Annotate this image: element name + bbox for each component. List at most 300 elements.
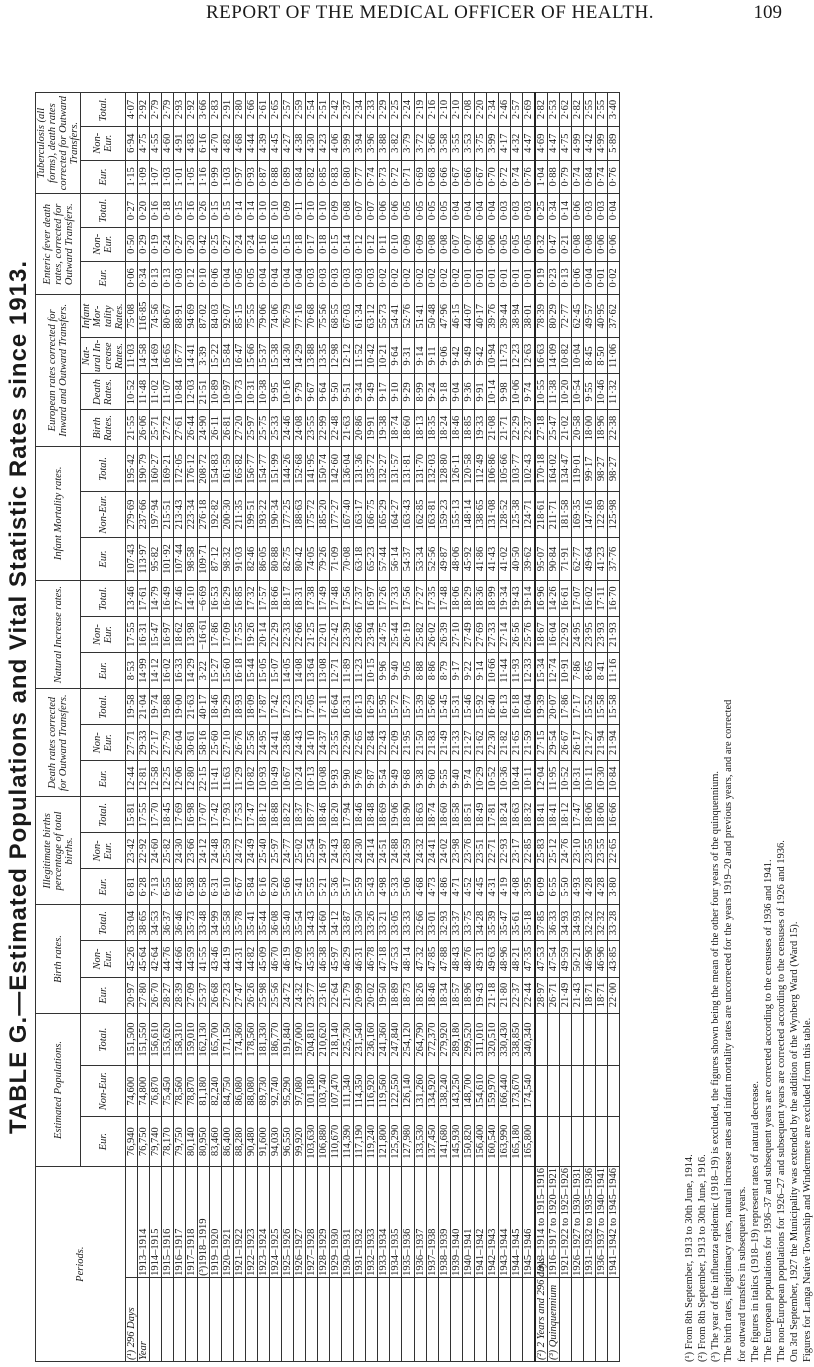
pop-cell: 191,840 xyxy=(282,1013,294,1066)
death-cell: 21·27 xyxy=(462,725,474,761)
pop-cell: 86,080 xyxy=(234,1066,246,1116)
euro-cell: 10·06 xyxy=(510,374,522,410)
pop-cell: 127,980 xyxy=(402,1116,414,1166)
nat-cell: 8·86 xyxy=(426,653,438,689)
inf-cell: 190·79 xyxy=(138,446,150,492)
birth-cell: 20·99 xyxy=(354,977,366,1013)
euro-cell: 16·65 xyxy=(162,338,174,374)
table-row xyxy=(450,93,462,1362)
birth-cell: 18·26 xyxy=(414,977,426,1013)
inf-cell: 175·72 xyxy=(306,492,318,538)
period-label xyxy=(390,1277,402,1361)
nat-cell: 14·99 xyxy=(138,653,150,689)
nat-cell: 26·56 xyxy=(510,617,522,653)
nat-cell: 17·07 xyxy=(571,581,583,617)
nat-cell: 22·66 xyxy=(294,617,306,653)
illeg-cell: 24·97 xyxy=(318,833,330,869)
pop-cell xyxy=(607,1066,619,1116)
euro-cell: 9·36 xyxy=(462,374,474,410)
table-row xyxy=(246,93,258,1362)
euro-cell: 24·08 xyxy=(294,410,306,446)
pop-cell xyxy=(535,1066,548,1116)
euro-cell: 9·95 xyxy=(270,374,282,410)
inf-cell: 169·21 xyxy=(162,446,174,492)
enteric-cell: 0·04 xyxy=(258,261,270,295)
death-cell: 15·92 xyxy=(474,689,486,725)
enteric-cell: 0·09 xyxy=(330,194,342,228)
illeg-cell: 18·60 xyxy=(438,797,450,833)
inf-cell: 164·27 xyxy=(390,492,402,538)
nat-cell: 15·05 xyxy=(258,653,270,689)
period-years: 1913–1914 xyxy=(138,1167,150,1278)
table-row xyxy=(535,93,548,1362)
illeg-cell: 18·69 xyxy=(378,797,390,833)
illeg-cell: 16·66 xyxy=(607,797,619,833)
period-label xyxy=(306,1277,318,1361)
nat-cell: 17·57 xyxy=(258,581,270,617)
enteric-cell: 0·05 xyxy=(414,194,426,228)
nat-cell: 19·14 xyxy=(522,581,535,617)
euro-cell: 21·55 xyxy=(126,410,138,446)
euro-cell: 52·76 xyxy=(402,295,414,338)
birth-cell: 18·57 xyxy=(450,977,462,1013)
birth-cell: 18·73 xyxy=(402,977,414,1013)
euro-cell: 47·96 xyxy=(438,295,450,338)
illeg-cell: 22·71 xyxy=(486,833,498,869)
illeg-cell: 24·60 xyxy=(150,833,162,869)
illeg-cell: 18·32 xyxy=(522,797,535,833)
inf-cell: 156·77 xyxy=(246,446,258,492)
nat-cell: 27·10 xyxy=(450,617,462,653)
enteric-cell: 0·50 xyxy=(126,227,138,261)
tuberculosis-total-header: Total. xyxy=(81,93,126,127)
birth-cell: 34·99 xyxy=(210,905,222,941)
pop-cell: 116,920 xyxy=(366,1066,378,1116)
period-years: 1919–1920 xyxy=(210,1167,222,1278)
nat-cell: 18·29 xyxy=(462,581,474,617)
euro-cell: 87·02 xyxy=(198,295,210,338)
death-cell: 16·31 xyxy=(342,689,354,725)
inf-cell: 161·59 xyxy=(222,446,234,492)
nat-cell: 18·66 xyxy=(270,581,282,617)
euro-cell: 11·52 xyxy=(354,338,366,374)
death-cell: 27·15 xyxy=(535,725,548,761)
nat-cell: 22·01 xyxy=(318,617,330,653)
illeg-cell: 17·53 xyxy=(234,797,246,833)
period-years: 1917–1918 xyxy=(186,1167,198,1278)
death-cell: 11·95 xyxy=(547,761,559,797)
euro-cell: 9·67 xyxy=(306,374,318,410)
euro-cell: 40·17 xyxy=(474,295,486,338)
inf-cell: 166·75 xyxy=(366,492,378,538)
nat-cell: 17·11 xyxy=(595,581,607,617)
death-cell: 15·95 xyxy=(378,689,390,725)
tb-cell: 1·07 xyxy=(150,160,162,194)
tb-cell: 1·04 xyxy=(535,160,548,194)
birth-cell: 47·85 xyxy=(426,941,438,977)
period-years: 1943–1944 xyxy=(498,1167,510,1278)
illeg-cell: 18·63 xyxy=(510,797,522,833)
table-row xyxy=(186,93,198,1362)
death-cell: 17·23 xyxy=(294,689,306,725)
death-cell: 21·04 xyxy=(138,689,150,725)
illeg-cell: 6·20 xyxy=(270,869,282,905)
table-row xyxy=(522,93,535,1362)
enteric-cell: 0·10 xyxy=(258,194,270,228)
inf-cell: 163·43 xyxy=(402,492,414,538)
illeg-cell: 22·93 xyxy=(498,833,510,869)
enteric-cell: 0·06 xyxy=(474,227,486,261)
euro-cell: 76·79 xyxy=(282,295,294,338)
deaths-eur-header: Eur. xyxy=(81,761,126,797)
tb-cell: 0·83 xyxy=(330,160,342,194)
inf-cell: 135·72 xyxy=(366,446,378,492)
nat-cell: 17·38 xyxy=(306,581,318,617)
pop-cell xyxy=(595,1066,607,1116)
pop-cell: 340,340 xyxy=(522,1013,535,1066)
euro-cell: 10·46 xyxy=(595,374,607,410)
pop-cell: 160,540 xyxy=(486,1116,498,1166)
pop-cell: 197,000 xyxy=(294,1013,306,1066)
inf-cell: 99·17 xyxy=(583,446,595,492)
enteric-cell: 0·05 xyxy=(522,227,535,261)
pop-cell: 74,600 xyxy=(126,1066,138,1116)
pop-cell: 145,930 xyxy=(450,1116,462,1166)
pop-cell: 151,550 xyxy=(138,1013,150,1066)
enteric-cell: 0·21 xyxy=(559,227,571,261)
birth-cell: 26·68 xyxy=(210,977,222,1013)
pop-cell: 119,240 xyxy=(366,1116,378,1166)
death-cell: 22·30 xyxy=(486,725,498,761)
euro-cell: 24·90 xyxy=(198,410,210,446)
illeg-cell: 18·58 xyxy=(450,797,462,833)
nat-cell: 13·08 xyxy=(318,653,330,689)
pop-cell: 320,510 xyxy=(486,1013,498,1066)
pop-cell xyxy=(583,1116,595,1166)
period-label xyxy=(450,1277,462,1361)
death-cell: 21·33 xyxy=(450,725,462,761)
inf-cell: 101·92 xyxy=(162,537,174,580)
table-row xyxy=(595,93,607,1362)
table-row xyxy=(174,93,186,1362)
birth-cell: 48·14 xyxy=(402,941,414,977)
death-cell: 20·07 xyxy=(547,689,559,725)
period-label xyxy=(222,1277,234,1361)
pop-cell: 153,620 xyxy=(162,1013,174,1066)
tb-cell: 3·79 xyxy=(402,126,414,160)
death-cell: 12·44 xyxy=(126,761,138,797)
death-cell: 21·62 xyxy=(474,725,486,761)
death-cell: 10·44 xyxy=(510,761,522,797)
euro-cell: 9·31 xyxy=(402,338,414,374)
euro-cell: 67·03 xyxy=(342,295,354,338)
tb-cell: 4·42 xyxy=(583,126,595,160)
birth-cell: 28·39 xyxy=(174,977,186,1013)
death-cell: 17·86 xyxy=(559,689,571,725)
enteric-cell: 0·06 xyxy=(126,261,138,295)
death-cell: 11·29 xyxy=(234,761,246,797)
euro-cell: 74·56 xyxy=(150,295,162,338)
tb-cell: 0·66 xyxy=(438,160,450,194)
euro-cell: 20·58 xyxy=(571,410,583,446)
illeg-cell: 24·30 xyxy=(354,833,366,869)
enteric-cell: 0·01 xyxy=(486,261,498,295)
illeg-cell: 4·93 xyxy=(571,869,583,905)
period-label xyxy=(595,1277,607,1361)
death-cell: 10·84 xyxy=(607,761,619,797)
pop-cell: 131,260 xyxy=(414,1066,426,1116)
enteric-cell: 0·15 xyxy=(222,194,234,228)
period-label xyxy=(186,1277,198,1361)
period-years: 1914–1915 xyxy=(150,1167,162,1278)
pop-cell: 134,920 xyxy=(426,1066,438,1116)
birth-cell: 33·05 xyxy=(390,905,402,941)
euro-cell: 16·77 xyxy=(174,338,186,374)
pop-cell: 181,330 xyxy=(258,1013,270,1066)
inf-cell: 54·37 xyxy=(402,537,414,580)
enteric-cell: 0·29 xyxy=(138,227,150,261)
tb-cell: 2·82 xyxy=(571,93,583,127)
inf-cell: 41·23 xyxy=(595,537,607,580)
period-years: 1915–1916 xyxy=(162,1167,174,1278)
illeg-cell: 6·10 xyxy=(222,869,234,905)
nat-cell: 16·02 xyxy=(583,581,595,617)
tb-cell: 2·91 xyxy=(222,93,234,127)
enteric-cell: 0·01 xyxy=(462,261,474,295)
birth-cell: 47·88 xyxy=(438,941,450,977)
death-cell: 18·93 xyxy=(234,689,246,725)
enteric-cell: 0·27 xyxy=(126,194,138,228)
death-cell: 29·54 xyxy=(547,725,559,761)
illeg-cell: 18·46 xyxy=(354,797,366,833)
enteric-cell: 0·15 xyxy=(174,194,186,228)
tb-cell: 1·15 xyxy=(126,160,138,194)
enteric-cell: 0·23 xyxy=(547,261,559,295)
nat-cell: 27·69 xyxy=(474,617,486,653)
birth-cell: 35·61 xyxy=(510,905,522,941)
tb-cell: 4·69 xyxy=(535,126,548,160)
period-label xyxy=(510,1277,522,1361)
euro-cell: 40·95 xyxy=(595,295,607,338)
nat-cell: 23·66 xyxy=(354,617,366,653)
inf-cell: 56·14 xyxy=(390,537,402,580)
birth-cell: 50·21 xyxy=(571,941,583,977)
euro-cell: 9·49 xyxy=(462,338,474,374)
death-cell: 9·74 xyxy=(462,761,474,797)
euro-cell: 9·24 xyxy=(426,374,438,410)
death-cell: 30·61 xyxy=(186,725,198,761)
period-label: (²) 2 Years and 296 days xyxy=(535,1257,547,1360)
enteric-cell: 0·02 xyxy=(426,261,438,295)
euro-cell: 116·85 xyxy=(138,295,150,338)
illeg-cell: 24·48 xyxy=(210,833,222,869)
pop-cell: 174,360 xyxy=(234,1013,246,1066)
vital-statistics-table xyxy=(35,92,620,1362)
birth-cell: 34·28 xyxy=(474,905,486,941)
birth-cell: 46·96 xyxy=(595,941,607,977)
pop-cell: 299,520 xyxy=(462,1013,474,1066)
illeg-cell: 25·12 xyxy=(547,833,559,869)
nat-cell: 10·15 xyxy=(366,653,378,689)
period-years: 1913–1914 to 1915–1916 xyxy=(535,1167,547,1276)
pop-cell: 279,920 xyxy=(438,1013,450,1066)
inf-cell: 86·05 xyxy=(258,537,270,580)
inf-cell: 195·42 xyxy=(126,446,138,492)
birth-cell: 43·46 xyxy=(210,941,222,977)
illeg-cell: 18·88 xyxy=(270,797,282,833)
birth-cell: 21·18 xyxy=(486,977,498,1013)
table-row xyxy=(510,93,522,1362)
natural-non_eur-header: Non-Eur. xyxy=(81,617,126,653)
illeg-cell: 18·06 xyxy=(595,797,607,833)
tb-cell: 2·51 xyxy=(318,93,330,127)
death-cell: 23·55 xyxy=(330,725,342,761)
pop-cell: 86,400 xyxy=(222,1116,234,1166)
death-cell: 11·41 xyxy=(210,761,222,797)
illeg-cell: 23·55 xyxy=(583,833,595,869)
period-label xyxy=(258,1277,270,1361)
pop-cell: 82,240 xyxy=(210,1066,222,1116)
enteric-cell: 0·09 xyxy=(414,227,426,261)
nat-cell: 10·66 xyxy=(486,653,498,689)
nat-cell: 15·47 xyxy=(150,617,162,653)
enteric-cell: 0·05 xyxy=(498,227,510,261)
enteric-cell: 0·02 xyxy=(438,261,450,295)
nat-cell: 24·95 xyxy=(571,617,583,653)
nat-cell: 16·70 xyxy=(607,581,619,617)
birth-cell: 45·64 xyxy=(138,941,150,977)
illeg-cell: 4·86 xyxy=(438,869,450,905)
tb-cell: 3·66 xyxy=(198,93,210,127)
euro-cell: 21·71 xyxy=(498,410,510,446)
euro-cell: 11·03 xyxy=(126,338,138,374)
euro-cell: 10·21 xyxy=(378,338,390,374)
enteric-cell: 0·20 xyxy=(138,194,150,228)
footnote: (¹) From 8th September, 1913 to 30th June, 1914. xyxy=(684,1154,695,1362)
enteric-cell: 0·25 xyxy=(210,227,222,261)
enteric-cell: 0·32 xyxy=(535,227,548,261)
pop-cell: 151,500 xyxy=(126,1013,138,1066)
inf-cell: 90·84 xyxy=(547,537,559,580)
nat-cell: 23·39 xyxy=(342,617,354,653)
footnote: (²) From 8th September, 1913 to 30th June, 1916. xyxy=(697,1154,709,1362)
nat-cell: 16·18 xyxy=(234,653,246,689)
period-years: 1942–1943 xyxy=(486,1167,498,1278)
birth-cell: 36·37 xyxy=(162,905,174,941)
illeg-cell: 7·13 xyxy=(150,869,162,905)
euro-cell: 88·91 xyxy=(174,295,186,338)
nat-cell: 17·37 xyxy=(354,581,366,617)
pop-cell: 178,560 xyxy=(246,1013,258,1066)
enteric-cell: 0·16 xyxy=(270,227,282,261)
period-label xyxy=(150,1277,162,1361)
illeg-cell: 17·70 xyxy=(150,797,162,833)
period-years: 1945–1946 xyxy=(522,1167,535,1278)
nat-cell: 9·22 xyxy=(462,653,474,689)
pop-cell: 80,140 xyxy=(186,1116,198,1166)
table-row xyxy=(474,93,486,1362)
illeg-cell: 6·38 xyxy=(186,869,198,905)
tb-cell: 0·99 xyxy=(210,160,222,194)
euro-cell: 10·73 xyxy=(234,374,246,410)
pop-cell: 76,940 xyxy=(126,1116,138,1166)
euro-cell: 10·04 xyxy=(571,338,583,374)
euro-cell: 20·86 xyxy=(354,410,366,446)
death-cell: 26·76 xyxy=(234,725,246,761)
illeg-cell: 23·17 xyxy=(510,833,522,869)
death-cell: 16·40 xyxy=(486,689,498,725)
pop-cell: 126,140 xyxy=(402,1066,414,1116)
illeg-cell: 18·24 xyxy=(498,797,510,833)
birth-cell: 33·01 xyxy=(426,905,438,941)
euro-cell: 11·07 xyxy=(162,374,174,410)
death-cell: 9·60 xyxy=(426,761,438,797)
death-cell: 10·29 xyxy=(474,761,486,797)
euro-cell: 11·32 xyxy=(607,374,619,410)
pop-cell: 83,460 xyxy=(210,1116,222,1166)
tb-cell: 0·67 xyxy=(450,160,462,194)
illeg-cell: 18·37 xyxy=(294,797,306,833)
death-cell: 16·18 xyxy=(510,689,522,725)
table-row xyxy=(222,93,234,1362)
pop-cell: 247,840 xyxy=(390,1013,402,1066)
european-subheader: Nat-ural In-crease Rates. xyxy=(81,339,126,373)
death-cell: 16·13 xyxy=(498,689,510,725)
death-cell: 19·58 xyxy=(126,689,138,725)
euro-cell: 9·34 xyxy=(354,374,366,410)
tb-cell: 0·76 xyxy=(522,160,535,194)
pop-cell xyxy=(595,1013,607,1066)
euro-cell: 61·34 xyxy=(354,295,366,338)
nat-cell: 17·61 xyxy=(138,581,150,617)
death-cell: 21·59 xyxy=(522,725,535,761)
euro-cell: 10·31 xyxy=(246,374,258,410)
death-cell: 10·52 xyxy=(486,761,498,797)
death-cell: 12·06 xyxy=(174,761,186,797)
euro-cell: 25·33 xyxy=(270,410,282,446)
death-cell: 16·64 xyxy=(330,689,342,725)
period-years: 1926–1927 to 1930–1931 xyxy=(571,1167,583,1276)
pop-cell xyxy=(535,1013,548,1066)
illeg-cell: 24·51 xyxy=(378,833,390,869)
pop-cell: 311,010 xyxy=(474,1013,486,1066)
death-cell: 23·86 xyxy=(282,725,294,761)
inf-cell: 163·17 xyxy=(354,492,366,538)
tb-cell: 0·74 xyxy=(571,160,583,194)
tb-cell: 6·94 xyxy=(126,126,138,160)
euro-cell: 80·29 xyxy=(547,295,559,338)
pop-cell: 110,670 xyxy=(330,1116,342,1166)
euro-cell: 27·72 xyxy=(162,410,174,446)
enteric-cell: 0·01 xyxy=(595,261,607,295)
birth-cell: 27·09 xyxy=(186,977,198,1013)
table-row xyxy=(390,93,402,1362)
tb-cell: 2·92 xyxy=(186,93,198,127)
death-cell: 24·10 xyxy=(306,725,318,761)
euro-cell: 22·38 xyxy=(607,410,619,446)
nat-cell: 8·53 xyxy=(126,653,138,689)
tb-cell: 2·10 xyxy=(450,93,462,127)
nat-cell: 21·93 xyxy=(607,617,619,653)
inf-cell: 177·27 xyxy=(330,492,342,538)
inf-cell: 62·77 xyxy=(571,537,583,580)
illeg-cell: 6·09 xyxy=(535,869,548,905)
enteric-cell: 0·03 xyxy=(318,261,330,295)
tb-cell: 3·72 xyxy=(414,126,426,160)
birth-cell: 18·89 xyxy=(390,977,402,1013)
euro-cell: 11·38 xyxy=(547,374,559,410)
euro-cell: 94·69 xyxy=(186,295,198,338)
